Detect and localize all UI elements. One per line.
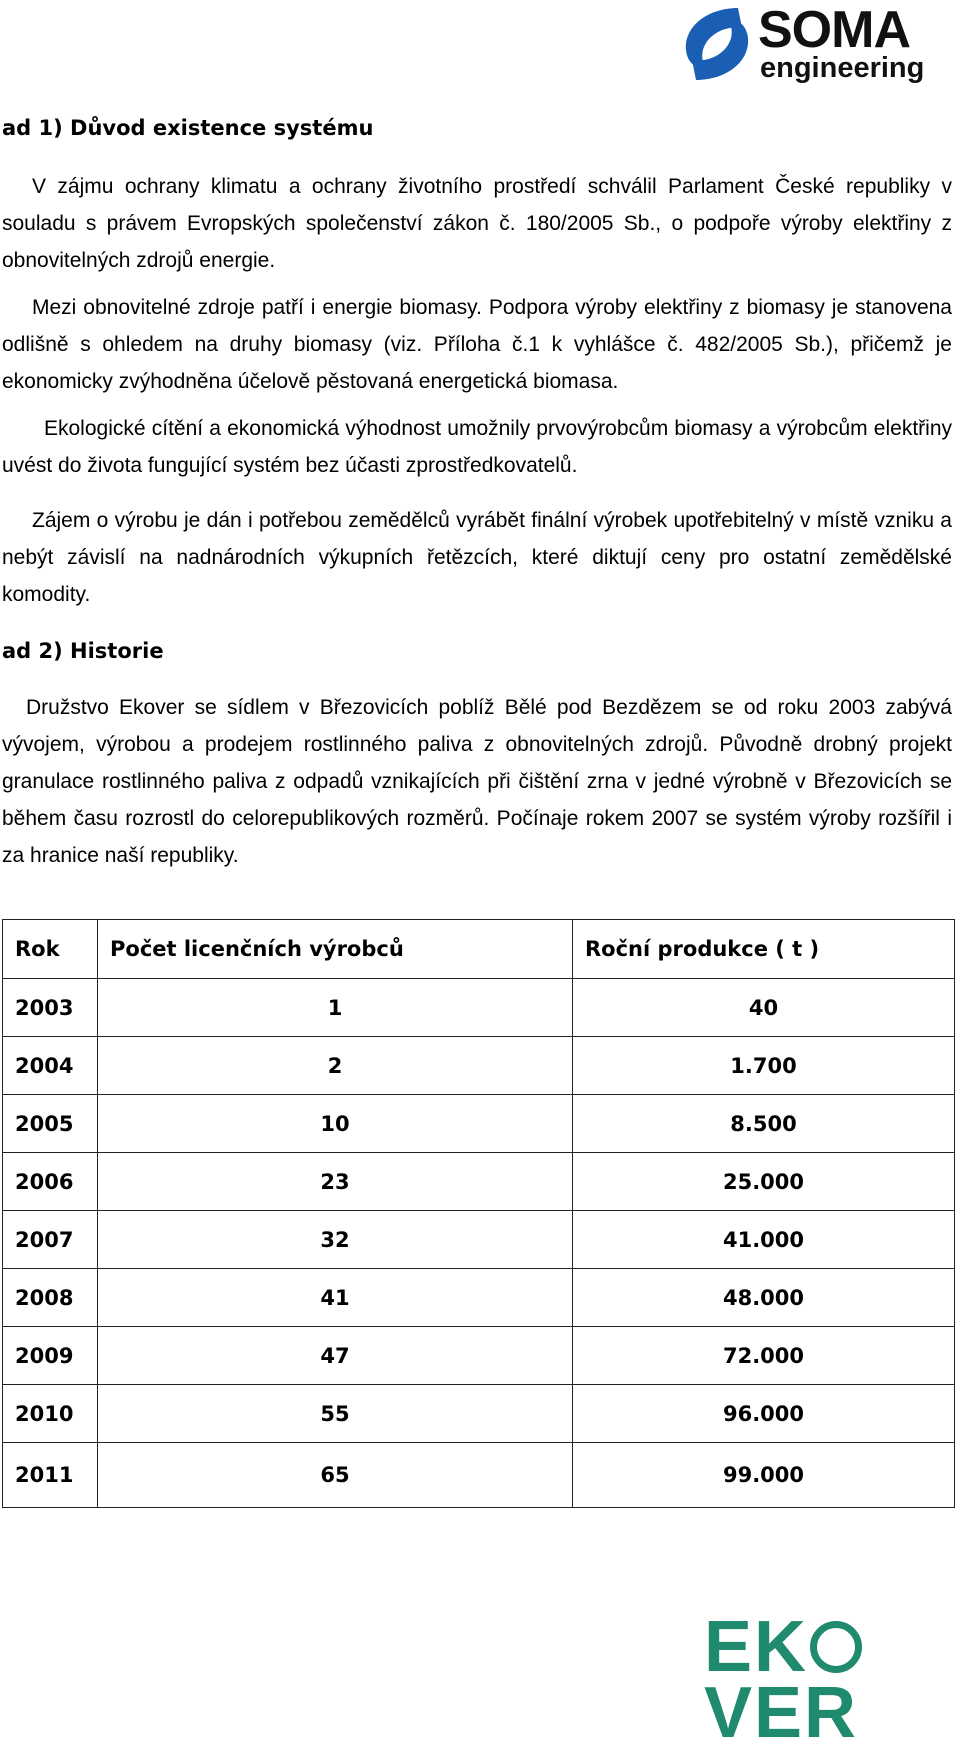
table-header-year: Rok [3, 920, 98, 979]
table-cell-year: 2011 [3, 1443, 98, 1508]
section1-paragraph-1: V zájmu ochrany klimatu a ochrany životního prostředí schválil Parlament České republiky v souladu s právem Evropských společenství zákon č. 180/2005 Sb., o podpoře výroby elektřiny z obnovitelných zdrojů energie. [2, 175, 952, 272]
table-row [3, 1095, 955, 1153]
globe-icon [810, 1621, 862, 1673]
table-row [3, 1443, 955, 1508]
table-row [3, 1211, 955, 1269]
soma-logo [678, 1, 946, 84]
soma-logo-subword: engineering [760, 52, 925, 84]
soma-logo-mark-icon [678, 4, 756, 84]
table-cell-production: 8.500 [573, 1095, 955, 1153]
section2-paragraph: Družstvo Ekover se sídlem v Březovicích poblíž Bělé pod Bezdězem se od roku 2003 zabývá vývojem, výrobou a prodejem rostlinného paliva z obnovitelných zdrojů. Původně drobný projekt granulace rostlinného paliva z odpadů vznikajících při čištění zrna v jedné výrobně v Březovicích se během času rozrostl do celorepublikových rozměrů. Počínaje rokem 2007 se systém výroby rozšířil i za hranice naší republiky. [2, 696, 952, 867]
soma-logo-word: SOMA [758, 1, 910, 59]
table-row [3, 1153, 955, 1211]
table-cell-year: 2009 [3, 1327, 98, 1385]
table-cell-year: 2004 [3, 1037, 98, 1095]
table-cell-producers: 41 [98, 1269, 573, 1327]
document-body [2, 108, 952, 874]
section2-heading: ad 2) Historie [2, 639, 164, 663]
ekover-logo-part1: EK [704, 1607, 809, 1687]
table-cell-year: 2007 [3, 1211, 98, 1269]
table-cell-production: 41.000 [573, 1211, 955, 1269]
table-row [3, 979, 955, 1037]
table-cell-producers: 23 [98, 1153, 573, 1211]
table-cell-producers: 1 [98, 979, 573, 1037]
table-cell-year: 2005 [3, 1095, 98, 1153]
table-cell-production: 96.000 [573, 1385, 955, 1443]
production-table [2, 919, 955, 1508]
table-header-row [3, 920, 955, 979]
section1-paragraph-2: Mezi obnovitelné zdroje patří i energie biomasy. Podpora výroby elektřiny z biomasy je stanovena odlišně s ohledem na druhy biomasy (viz. Příloha č.1 k vyhlášce č. 482/2005 Sb.), přičemž je ekonomicky zvýhodněna účelově pěstovaná energetická biomasa. [2, 296, 952, 393]
table-cell-production: 48.000 [573, 1269, 955, 1327]
table-cell-production: 25.000 [573, 1153, 955, 1211]
table-cell-production: 99.000 [573, 1443, 955, 1508]
table-cell-production: 72.000 [573, 1327, 955, 1385]
section1-heading: ad 1) Důvod existence systému [2, 116, 374, 140]
table-row [3, 1037, 955, 1095]
table-cell-year: 2006 [3, 1153, 98, 1211]
table-cell-producers: 2 [98, 1037, 573, 1095]
table-cell-year: 2010 [3, 1385, 98, 1443]
table-cell-production: 40 [573, 979, 955, 1037]
table-header-producers: Počet licenčních výrobců [98, 920, 573, 979]
table-row [3, 1269, 955, 1327]
table-cell-producers: 10 [98, 1095, 573, 1153]
table-cell-production: 1.700 [573, 1037, 955, 1095]
table-cell-year: 2008 [3, 1269, 98, 1327]
table-row [3, 1327, 955, 1385]
table-cell-producers: 55 [98, 1385, 573, 1443]
table-cell-producers: 65 [98, 1443, 573, 1508]
table-cell-producers: 47 [98, 1327, 573, 1385]
table-cell-year: 2003 [3, 979, 98, 1037]
table-header-production: Roční produkce ( t ) [573, 920, 955, 979]
table-cell-producers: 32 [98, 1211, 573, 1269]
section1-paragraph-4: Zájem o výrobu je dán i potřebou zemědělců vyrábět finální výrobek upotřebitelný v místě vzniku a nebýt závislí na nadnárodních výkupních řetězcích, které diktují ceny pro ostatní zemědělské komodity. [2, 509, 952, 606]
ekover-logo [704, 1607, 954, 1753]
table-row [3, 1385, 955, 1443]
section1-paragraph-3: Ekologické cítění a ekonomická výhodnost umožnily prvovýrobcům biomasy a výrobcům elektřiny uvést do života fungující systém bez účasti zprostředkovatelů. [2, 417, 952, 477]
ekover-logo-part2: VER [704, 1673, 859, 1753]
